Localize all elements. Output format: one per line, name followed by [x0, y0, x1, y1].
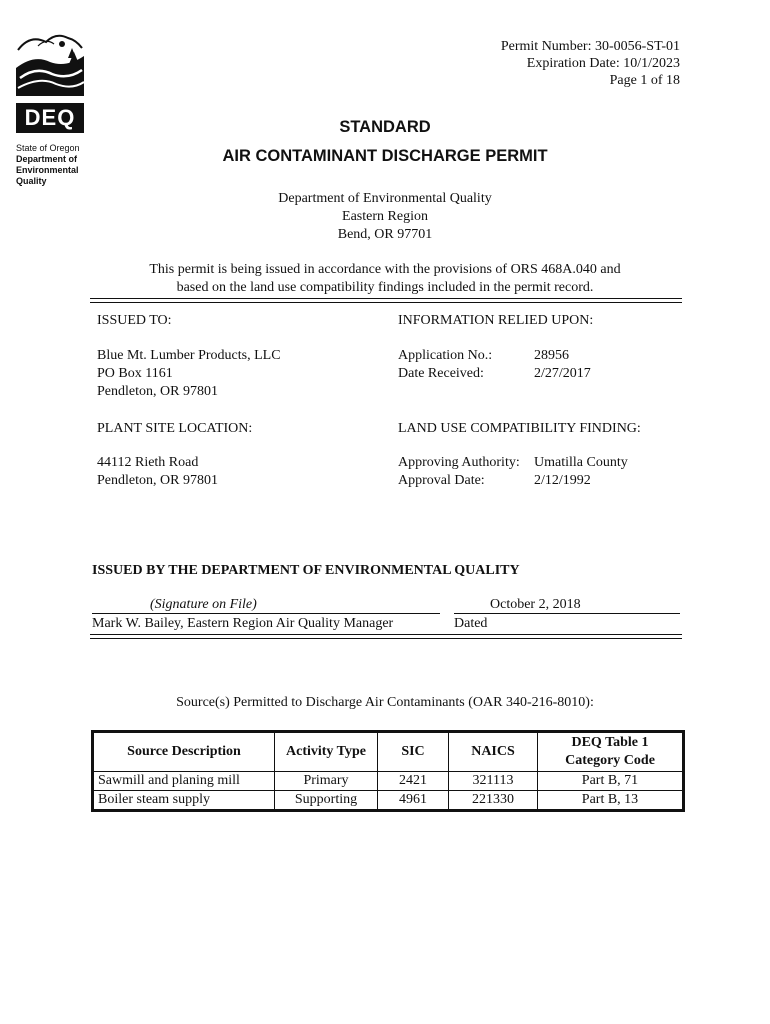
agency-name: State of Oregon Department of Environmental Quality	[16, 143, 80, 186]
issuer-block: Department of Environmental Quality Eastern Region Bend, OR 97701	[278, 191, 492, 242]
issued-to-address: Blue Mt. Lumber Products, LLC PO Box 1161 Pendleton, OR 97801	[97, 348, 281, 399]
date-received-label: Date Received:	[398, 366, 484, 381]
table-row	[94, 791, 683, 810]
permit-title-line2: AIR CONTAMINANT DISCHARGE PERMIT	[222, 147, 548, 165]
cell-activity-type: Primary	[275, 772, 378, 791]
cell-naics: 321113	[449, 772, 538, 791]
page-number: Page 1 of 18	[609, 73, 680, 88]
divider	[90, 298, 682, 303]
col-deq-category: DEQ Table 1 Category Code	[538, 733, 683, 772]
cell-activity-type: Supporting	[275, 791, 378, 810]
permit-number: Permit Number: 30-0056-ST-01	[500, 39, 680, 54]
col-sic: SIC	[378, 733, 449, 772]
permit-title-line1: STANDARD	[339, 118, 431, 136]
info-relied-heading: INFORMATION RELIED UPON:	[398, 313, 594, 328]
plant-site-address: 44112 Rieth Road Pendleton, OR 97801	[97, 455, 218, 488]
signed-date: October 2, 2018	[490, 597, 581, 612]
cell-sic: 4961	[378, 791, 449, 810]
sources-table	[93, 732, 683, 810]
landscape-logo-icon	[16, 28, 84, 96]
application-value: 28956	[534, 348, 569, 363]
cell-source-description: Sawmill and planing mill	[94, 772, 275, 791]
approving-authority-label: Approving Authority:	[398, 455, 520, 470]
approval-date-label: Approval Date:	[398, 473, 485, 488]
cell-deq-category: Part B, 13	[538, 791, 683, 810]
issued-by-heading: ISSUED BY THE DEPARTMENT OF ENVIRONMENTAL QUALITY	[92, 563, 520, 578]
expiration-date: Expiration Date: 10/1/2023	[526, 56, 680, 71]
sources-caption: Source(s) Permitted to Discharge Air Contaminants (OAR 340-216-8010):	[176, 695, 594, 710]
signature-text: (Signature on File)	[150, 597, 257, 612]
sources-table-frame	[91, 730, 685, 812]
approving-authority-value: Umatilla County	[534, 455, 628, 470]
table-row	[94, 772, 683, 791]
issued-to-heading: ISSUED TO:	[97, 313, 172, 328]
approval-date-value: 2/12/1992	[534, 473, 591, 488]
cell-sic: 2421	[378, 772, 449, 791]
table-header-row	[94, 733, 683, 772]
dated-label: Dated	[454, 616, 488, 631]
col-naics: NAICS	[449, 733, 538, 772]
permit-statement: This permit is being issued in accordance with the provisions of ORS 468A.040 and based on the land use compatibility findings included in the permit record.	[149, 262, 621, 295]
cell-source-description: Boiler steam supply	[94, 791, 275, 810]
application-label: Application No.:	[398, 348, 493, 363]
land-use-heading: LAND USE COMPATIBILITY FINDING:	[398, 421, 641, 436]
date-received-value: 2/27/2017	[534, 366, 591, 381]
plant-site-heading: PLANT SITE LOCATION:	[97, 421, 253, 436]
col-source-description: Source Description	[94, 733, 275, 772]
col-activity-type: Activity Type	[275, 733, 378, 772]
permit-header	[501, 38, 680, 89]
deq-wordmark: DEQ	[16, 103, 84, 133]
signature-line	[92, 596, 440, 614]
divider	[90, 634, 682, 639]
date-line	[454, 596, 680, 614]
signer-name: Mark W. Bailey, Eastern Region Air Quality Manager	[92, 616, 394, 631]
cell-deq-category: Part B, 71	[538, 772, 683, 791]
cell-naics: 221330	[449, 791, 538, 810]
